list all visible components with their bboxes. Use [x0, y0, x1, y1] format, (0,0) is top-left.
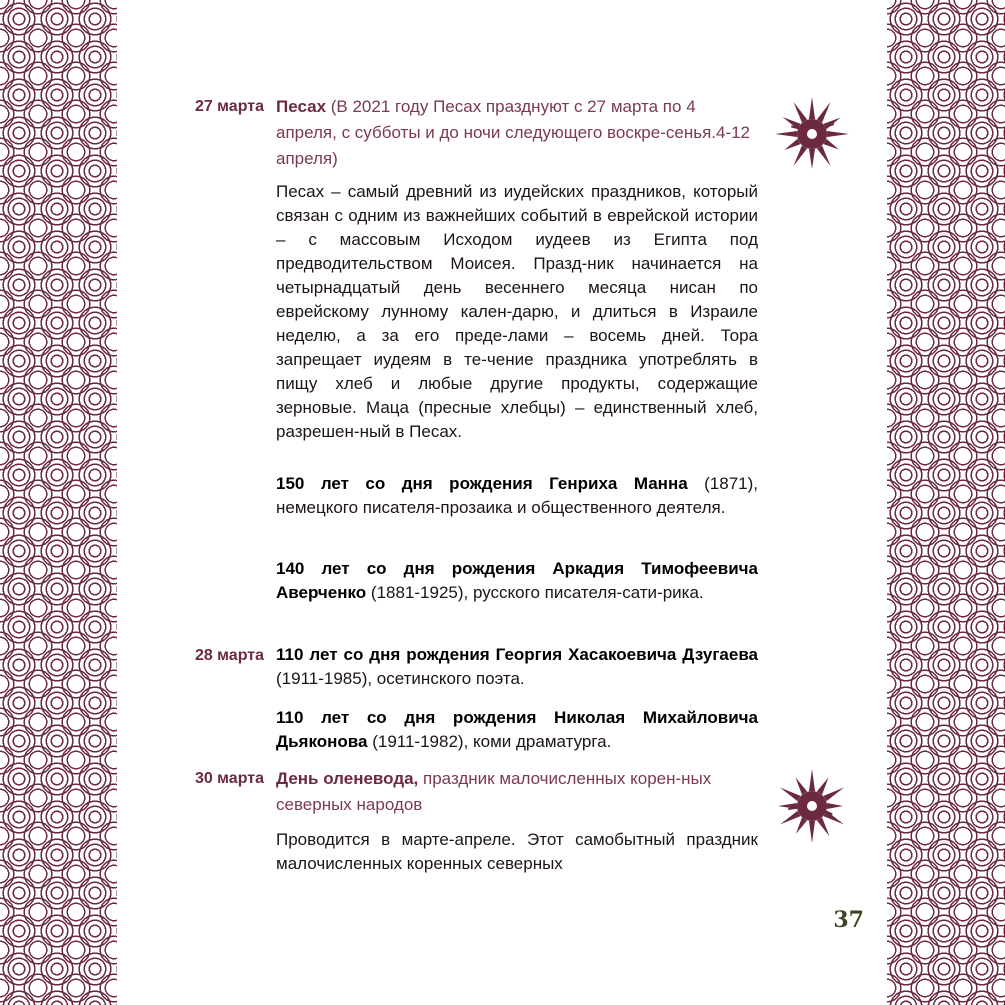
page-number: 37: [833, 907, 864, 933]
holiday-description: Проводится в марте-апреле. Этот самобытный праздник малочисленных коренных северных: [276, 830, 758, 873]
entry-date: 27 марта: [194, 98, 264, 115]
entry-heading: [276, 766, 758, 818]
holiday-subtitle: (В 2021 году Песах празднуют с 27 марта по 4 апреля, с субботы и до ночи следующего воскре-сенья.4-12 апреля): [276, 97, 751, 168]
entry-date: 28 марта: [194, 647, 264, 664]
entry-heading: [276, 94, 758, 172]
holiday-emblem-icon: [772, 94, 852, 174]
anniversary-entry: [276, 706, 758, 754]
holiday-title: Песах: [276, 97, 327, 116]
anniversary-entry: [276, 472, 758, 520]
ornament-border-left: [0, 0, 117, 1005]
anniversary-entry: [276, 557, 758, 605]
holiday-title: День оленевода,: [276, 769, 419, 788]
anniversary-detail: (1911-1982), коми драматурга.: [367, 732, 612, 751]
holiday-subtitle: праздник малочисленных корен-ных северных народов: [276, 769, 712, 814]
ornament-border-right: [887, 0, 1005, 1005]
holiday-description: Песах – самый древний из иудейских праздников, который связан с одним из важнейших событий в еврейской истории – с массовым Исходом иудеев из Египта под предводительством Моисея. Празд-ник начинается на четырнадцатый день весеннего месяца нисан по еврейскому лунному кален-дарю, и длиться в Израиле неделю, а за его преде-лами – восемь дней. Тора запрещает иудеям в те-чение праздника употреблять в пищу хлеб и любые другие продукты, содержащие зерновые. Маца (пресные хлебцы) – единственный хлеб, разрешен-ный в Песах.: [276, 182, 758, 441]
holiday-emblem-icon: [772, 766, 852, 846]
anniversary-title: 150 лет со дня рождения Генриха Манна: [276, 474, 688, 493]
entry-date: 30 марта: [194, 770, 264, 787]
anniversary-detail: (1911-1985), осетинского поэта.: [276, 669, 525, 688]
anniversary-title: 110 лет со дня рождения Георгия Хасакоевича Дзугаева: [276, 645, 758, 664]
anniversary-title: 110 лет со дня рождения Николая Михайловича Дьяконова: [276, 708, 758, 751]
anniversary-detail: (1871), немецкого писателя-прозаика и общественного деятеля.: [276, 474, 759, 517]
anniversary-entry: [276, 643, 758, 691]
anniversary-detail: (1881-1925), русского писателя-сати-рика.: [366, 583, 704, 602]
anniversary-title: 140 лет со дня рождения Аркадия Тимофеевича Аверченко: [276, 559, 758, 602]
